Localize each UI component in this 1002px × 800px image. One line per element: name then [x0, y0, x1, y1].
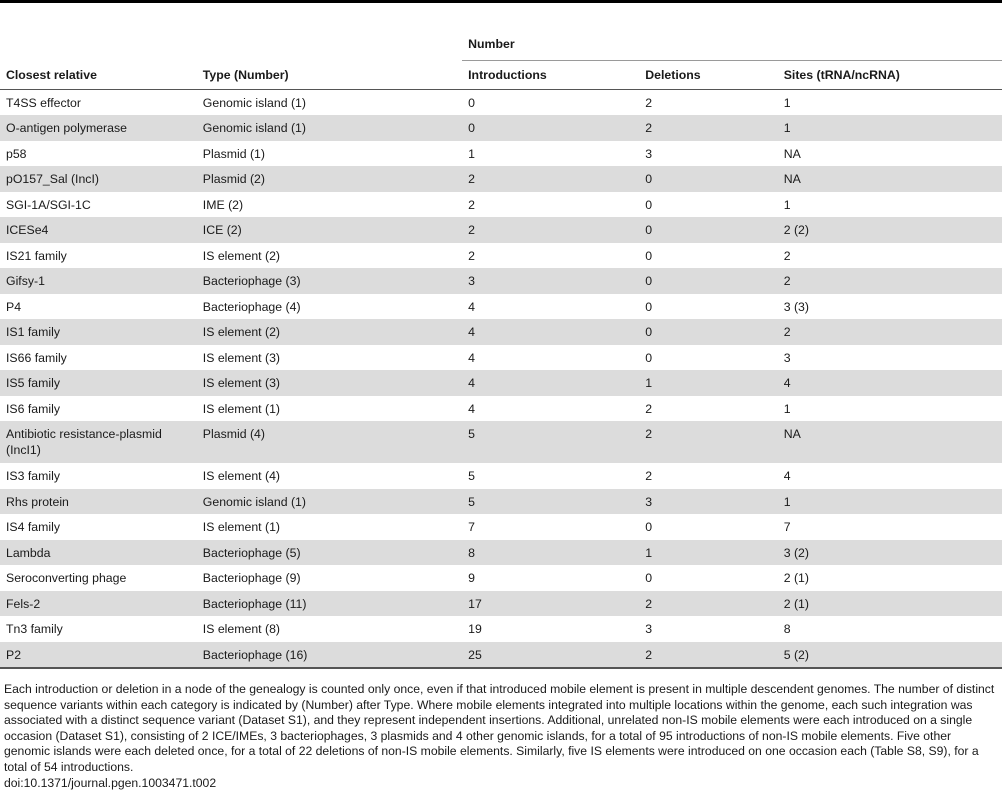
cell-sites: 4: [783, 469, 791, 483]
cell-closest-relative: O-antigen polymerase: [6, 121, 127, 135]
table-body: [0, 90, 1002, 668]
table-row: [0, 540, 1002, 566]
col-header-deletions: Deletions: [639, 61, 777, 90]
cell-deletions: 3: [645, 146, 653, 161]
top-rule: [0, 0, 1002, 3]
cell-closest-relative: IS21 family: [6, 248, 67, 263]
cell-sites: 5 (2): [778, 642, 1002, 668]
cell-sites: 4: [783, 376, 791, 390]
table-row: [0, 243, 1002, 269]
table-row: [0, 115, 1002, 141]
cell-closest-relative: IS66 family: [6, 350, 67, 365]
cell-closest-relative: Lambda: [6, 545, 51, 560]
cell-introductions: 4: [468, 325, 475, 339]
cell-closest-relative: Fels-2: [6, 596, 41, 611]
cell-deletions: 0: [645, 299, 653, 314]
cell-introductions: 8: [468, 545, 475, 560]
column-header-row: [0, 61, 1002, 90]
cell-sites: 1: [783, 96, 791, 110]
col-header-introductions: Introductions: [462, 61, 639, 90]
cell-type: IS element (2): [202, 248, 281, 263]
cell-introductions: 19: [468, 622, 482, 636]
cell-type: Bacteriophage (5): [202, 545, 301, 560]
cell-sites: NA: [783, 146, 801, 161]
cell-deletions: 0: [645, 571, 653, 585]
cell-type: Plasmid (2): [202, 172, 265, 186]
cell-sites: 1: [783, 401, 791, 416]
footnote-text: Each introduction or deletion in a node of the genealogy is counted only once, even if that introduced mobile element is present in multiple descendent genomes. The number of distinct sequence variants within each category is indicated by (Number) after Type. Where mobile elements integrated into multiple locations within the genome, each such integration was associated with a distinct sequence variant (Dataset S1), and they represent independent insertions. Additional, unrelated non-IS mobile elements were each introduced on a single occasion (Dataset S1), consisting of 2 ICE/IMEs, 3 bacteriophages, 3 plasmids and 4 other genomic islands, for a total of 95 introductions of non-IS mobile elements. Five other genomic islands were each deleted once, for a total of 22 deletions of non-IS mobile elements. Similarly, five IS elements were introduced on one occasion each (Table S8, S9), for a total of 54 introductions.: [4, 682, 995, 774]
table-row: [0, 421, 1002, 463]
cell-deletions: 2: [645, 427, 653, 441]
table-row: [0, 268, 1002, 294]
cell-deletions: 0: [645, 325, 653, 339]
table-row: [0, 616, 1002, 642]
cell-sites: 3 (2): [783, 545, 809, 560]
cell-closest-relative: pO157_Sal (IncI): [6, 172, 99, 186]
cell-type: Genomic island (1): [202, 96, 306, 110]
table-row: [0, 396, 1002, 422]
cell-introductions: 0: [468, 121, 475, 135]
cell-sites: 3 (3): [783, 299, 809, 314]
cell-type: IS element (1): [202, 520, 281, 534]
cell-closest-relative: SGI-1A/SGI-1C: [6, 197, 91, 212]
cell-deletions: 2: [645, 401, 653, 416]
table-row: [0, 565, 1002, 591]
cell-introductions: 5: [468, 427, 475, 441]
cell-introductions: 1: [468, 146, 475, 161]
cell-introductions: 0: [468, 96, 475, 110]
cell-deletions: 0: [645, 520, 653, 534]
cell-type: Bacteriophage (16): [197, 642, 462, 668]
cell-closest-relative: P4: [6, 299, 22, 314]
cell-sites: 2 (1): [783, 596, 809, 611]
cell-type: Genomic island (1): [202, 494, 306, 509]
cell-type: IS element (3): [202, 376, 281, 390]
cell-closest-relative: Gifsy-1: [6, 274, 45, 288]
group-header-row: [0, 28, 1002, 61]
cell-deletions: 1: [645, 545, 653, 560]
cell-deletions: 0: [645, 248, 653, 263]
cell-closest-relative: IS4 family: [6, 520, 60, 534]
cell-type: IS element (1): [202, 401, 281, 416]
cell-introductions: 5: [468, 494, 475, 509]
cell-introductions: 2: [468, 223, 475, 237]
cell-closest-relative: IS1 family: [6, 325, 60, 339]
table-row: [0, 514, 1002, 540]
cell-type: IS element (4): [202, 469, 281, 483]
table-row: [0, 141, 1002, 167]
cell-introductions: 4: [468, 401, 475, 416]
cell-type: Plasmid (1): [202, 146, 265, 161]
table-row: [0, 90, 1002, 116]
cell-closest-relative: Tn3 family: [6, 622, 63, 636]
col-header-sites: Sites (tRNA/ncRNA): [778, 61, 1002, 90]
table-row: [0, 294, 1002, 320]
col-header-closest-relative: Closest relative: [0, 61, 197, 90]
cell-introductions: 17: [468, 596, 482, 611]
cell-deletions: 0: [645, 172, 653, 186]
cell-deletions: 2: [645, 96, 653, 110]
group-header-number: Number: [462, 28, 1002, 61]
cell-closest-relative: IS6 family: [6, 401, 60, 416]
table-row: [0, 591, 1002, 617]
footnote-doi: doi:10.1371/journal.pgen.1003471.t002: [4, 775, 217, 790]
cell-introductions: 5: [468, 469, 475, 483]
cell-sites: 8: [783, 622, 791, 636]
cell-sites: 2: [783, 325, 791, 339]
cell-sites: NA: [783, 427, 801, 441]
cell-deletions: 2: [645, 596, 653, 611]
cell-introductions: 2: [468, 172, 475, 186]
cell-closest-relative: Rhs protein: [6, 494, 69, 509]
cell-type: Bacteriophage (9): [202, 571, 301, 585]
cell-introductions: 2: [468, 248, 475, 263]
cell-introductions: 4: [468, 376, 475, 390]
cell-closest-relative: IS3 family: [6, 469, 60, 483]
cell-deletions: 2: [639, 642, 777, 668]
cell-type: IS element (8): [202, 622, 281, 636]
cell-introductions: 9: [468, 571, 475, 585]
cell-sites: 2: [783, 274, 791, 288]
cell-sites: 1: [783, 121, 791, 135]
table-footnote: [0, 682, 1000, 791]
cell-type: IS element (2): [202, 325, 281, 339]
cell-sites: 2: [783, 248, 791, 263]
table-row: [0, 192, 1002, 218]
cell-closest-relative: IS5 family: [6, 376, 60, 390]
cell-deletions: 0: [645, 274, 653, 288]
mobile-elements-table: [0, 28, 1002, 669]
cell-type: IME (2): [202, 197, 244, 212]
cell-deletions: 2: [645, 121, 653, 135]
cell-closest-relative: Seroconverting phage: [6, 571, 127, 585]
cell-closest-relative: p58: [6, 146, 27, 161]
table-row: [0, 642, 1002, 668]
cell-closest-relative: P2: [0, 642, 197, 668]
cell-introductions: 3: [468, 274, 475, 288]
cell-deletions: 3: [645, 494, 653, 509]
table-row: [0, 166, 1002, 192]
cell-type: IS element (3): [202, 350, 281, 365]
cell-sites: 7: [783, 520, 791, 534]
cell-sites: 1: [783, 197, 791, 212]
cell-type: Bacteriophage (11): [202, 596, 307, 611]
table-row: [0, 489, 1002, 515]
cell-deletions: 0: [645, 350, 653, 365]
cell-type: Bacteriophage (3): [202, 274, 301, 288]
cell-type: Genomic island (1): [202, 121, 306, 135]
cell-deletions: 1: [645, 376, 653, 390]
cell-sites: 2 (2): [783, 223, 809, 237]
cell-introductions: 7: [468, 520, 475, 534]
cell-deletions: 0: [645, 223, 653, 237]
cell-type: Bacteriophage (4): [202, 299, 301, 314]
col-header-type: Type (Number): [197, 61, 462, 90]
cell-type: Plasmid (4): [202, 427, 265, 441]
cell-type: ICE (2): [202, 223, 242, 237]
cell-closest-relative: T4SS effector: [6, 96, 81, 110]
table-row: [0, 217, 1002, 243]
cell-sites: 1: [783, 494, 791, 509]
table-row: [0, 319, 1002, 345]
table-row: [0, 463, 1002, 489]
table-row: [0, 345, 1002, 371]
table-row: [0, 370, 1002, 396]
cell-deletions: 0: [645, 197, 653, 212]
cell-introductions: 4: [468, 350, 475, 365]
cell-sites: NA: [783, 172, 801, 186]
cell-deletions: 2: [645, 469, 653, 483]
cell-sites: 3: [783, 350, 791, 365]
cell-introductions: 25: [462, 642, 639, 668]
cell-introductions: 4: [468, 299, 475, 314]
cell-closest-relative: Antibiotic resistance-plasmid (IncI1): [6, 427, 162, 457]
cell-closest-relative: ICESe4: [6, 223, 49, 237]
cell-sites: 2 (1): [783, 571, 809, 585]
cell-deletions: 3: [645, 622, 653, 636]
cell-introductions: 2: [468, 197, 475, 212]
